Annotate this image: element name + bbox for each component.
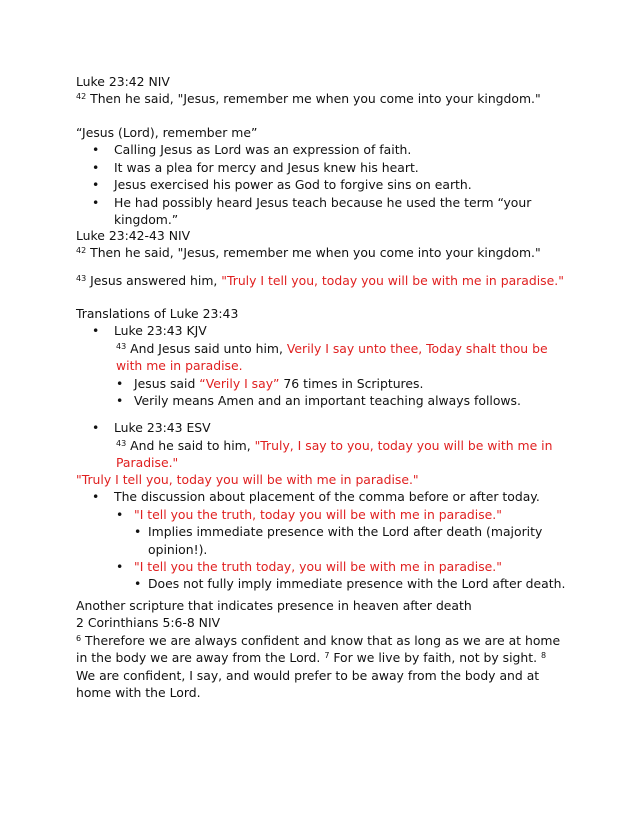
translation-label: Luke 23:43 ESV — [114, 420, 211, 436]
list-item — [114, 506, 576, 558]
bullet-icon: • — [116, 393, 124, 409]
verse-number: 42 — [76, 246, 87, 256]
red-letter-quote: Verily I say unto thee, Today shalt thou be with me in paradise. — [116, 340, 548, 374]
bullet-icon: • — [92, 159, 100, 175]
section-heading: “Jesus (Lord), remember me” — [76, 125, 258, 140]
sub-sub-list — [134, 523, 576, 558]
section-comma-discussion — [76, 471, 576, 593]
passage: $^6$ Therefore we are always confident and know that as long as we are at home in the body we are away from the Lord. $^7$ For we live by faith, not by sight. $^8$ We are confident, I say, and would prefer to be away from the body and at home with the Lord. — [76, 632, 561, 701]
verse-number: 42 — [76, 92, 87, 102]
reference: 2 Corinthians 5:6-8 NIV — [76, 615, 221, 631]
section-translations — [76, 305, 576, 472]
red-letter-quote: "I tell you the truth today, you will be with me in paradise." — [134, 559, 502, 575]
sub-list — [114, 375, 576, 410]
list-item: • Implies immediate presence with the Lord after death (majority opinion!). — [134, 524, 543, 557]
sub-list — [114, 506, 576, 593]
section-heading: Another scripture that indicates presence in heaven after death — [76, 598, 472, 613]
bullet-icon: • — [134, 576, 142, 592]
bullet-icon: • — [92, 323, 100, 339]
list-item: • He had possibly heard Jesus teach because he used the term “your kingdom.” — [92, 194, 532, 228]
bullet-list — [76, 488, 576, 592]
bullet-icon: • — [116, 559, 124, 575]
verse-number: 43 — [116, 341, 127, 351]
list-item: • Jesus exercised his power as God to forgive sins on earth. — [92, 177, 472, 193]
section-luke-23-42-43 — [76, 227, 576, 289]
verse-number: 43 — [116, 438, 127, 448]
list-item: • Verily means Amen and an important teaching always follows. — [116, 393, 521, 409]
list-item: • Does not fully imply immediate presence with the Lord after death. — [134, 576, 566, 592]
section-2-corinthians — [76, 597, 566, 701]
verse-43: $^{43}$ And Jesus said unto him, Verily I say unto thee, Today shalt thou be with me in paradise. — [116, 340, 548, 374]
verse-42: $^{42}$ Then he said, "Jesus, remember me when you come into your kingdom." — [76, 245, 541, 261]
translation-kjv — [76, 322, 576, 419]
bullet-icon: • — [92, 420, 100, 436]
bullet-icon: • — [134, 524, 142, 540]
translation-label: Luke 23:43 KJV — [114, 323, 207, 339]
red-letter-quote: "Truly, I say to you, today you will be with me in Paradise." — [116, 437, 553, 471]
list-item: • Calling Jesus as Lord was an expression of faith. — [92, 142, 412, 158]
verse-text: Then he said, "Jesus, remember me when you come into your kingdom." — [90, 91, 541, 107]
verse-42 — [76, 90, 576, 107]
section-heading: Translations of Luke 23:43 — [76, 306, 239, 321]
bullet-icon: • — [92, 142, 100, 158]
verse-43: $^{43}$ Jesus answered him, "Truly I tell you, today you will be with me in paradise." — [76, 272, 564, 288]
verse-43: $^{43}$ And he said to him, "Truly, I say to you, today you will be with me in Paradise." — [116, 437, 553, 471]
bullet-icon: • — [92, 177, 100, 193]
section-remember-me — [76, 124, 576, 228]
bullet-icon: • — [92, 489, 100, 505]
list-item — [114, 558, 576, 593]
list-item: • The discussion about placement of the comma before or after today. • "I tell you the truth, today you will be with me in paradise." • Implies immediate presence with the Lord after death (majority opinion!). • "I tell you the truth today, you will be with me in paradise." • Does not fully imply immediate presence with the Lord after death. — [76, 488, 576, 592]
bullet-icon: • — [116, 506, 124, 522]
translation-list — [76, 322, 576, 471]
bullet-list — [76, 141, 576, 228]
verse-number: 43 — [76, 273, 87, 283]
red-letter-quote: "I tell you the truth, today you will be with me in paradise." — [134, 506, 502, 522]
section-heading: Luke 23:42-43 NIV — [76, 228, 191, 243]
translation-esv — [76, 419, 576, 471]
bullet-icon: • — [92, 194, 100, 210]
section-luke-23-42 — [76, 73, 576, 108]
bullet-icon: • — [116, 375, 124, 391]
list-item: • Jesus said “Verily I say” 76 times in Scriptures. — [116, 375, 424, 391]
list-item: • It was a plea for mercy and Jesus knew his heart. — [92, 159, 419, 175]
section-heading-quote: "Truly I tell you, today you will be with me in paradise." — [76, 472, 419, 487]
red-letter-quote: "Truly I tell you, today you will be with me in paradise." — [221, 272, 564, 288]
sub-sub-list — [134, 575, 576, 592]
section-heading: Luke 23:42 NIV — [76, 74, 170, 89]
